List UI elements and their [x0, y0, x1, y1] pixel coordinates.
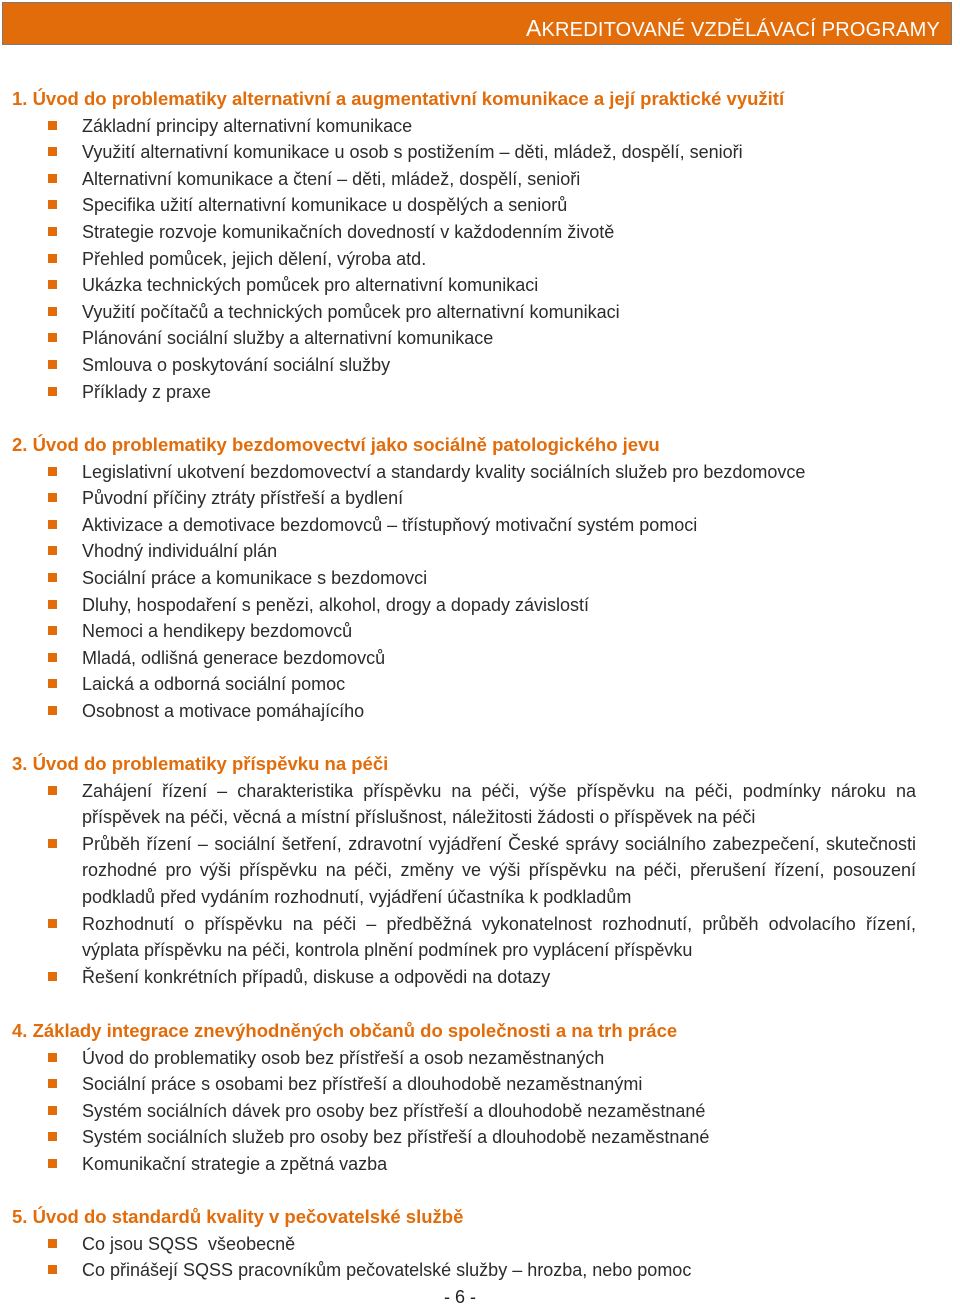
- section-2: [0, 432, 960, 725]
- list-item: [0, 485, 960, 512]
- square-bullet-icon: [48, 1079, 57, 1088]
- square-bullet-icon: [48, 360, 57, 369]
- section-title: 3. Úvod do problematiky příspěvku na péči: [12, 753, 389, 774]
- list-item: [0, 618, 960, 645]
- list-item-text: Specifika užití alternativní komunikace u dospělých a seniorů: [82, 195, 568, 216]
- list-item-text: Ukázka technických pomůcek pro alternativní komunikaci: [82, 275, 539, 296]
- section-list: [0, 459, 960, 725]
- square-bullet-icon: [48, 919, 57, 928]
- square-bullet-icon: [48, 1053, 57, 1062]
- square-bullet-icon: [48, 333, 57, 342]
- list-item: [0, 139, 960, 166]
- section-title: 2. Úvod do problematiky bezdomovectví jako sociálně patologického jevu: [12, 434, 660, 455]
- square-bullet-icon: [48, 1239, 57, 1248]
- list-item: [0, 1231, 960, 1258]
- list-item-text: Smlouva o poskytování sociální služby: [82, 354, 391, 375]
- list-item: [0, 911, 960, 964]
- square-bullet-icon: [48, 280, 57, 289]
- list-item: [0, 246, 960, 273]
- square-bullet-icon: [48, 972, 57, 981]
- square-bullet-icon: [48, 600, 57, 609]
- list-item: [0, 1045, 960, 1072]
- list-item: [0, 778, 960, 831]
- list-item: [0, 1151, 960, 1178]
- list-item: [0, 698, 960, 725]
- list-item: [0, 645, 960, 672]
- list-item-text: Plánování sociální služby a alternativní komunikace: [82, 328, 494, 349]
- list-item-text: Mladá, odlišná generace bezdomovců: [82, 647, 386, 668]
- square-bullet-icon: [48, 1132, 57, 1141]
- list-item: [0, 1098, 960, 1125]
- square-bullet-icon: [48, 121, 57, 130]
- list-item-text: Rozhodnutí o příspěvku na péči – předběžná vykonatelnost rozhodnutí, průběh odvolacího řízení, výplata příspěvku na péči, kontrola plnění podmínek pro vyplácení příspěvku: [82, 913, 916, 961]
- list-item: [0, 459, 960, 486]
- list-item: [0, 1071, 960, 1098]
- section-5: [0, 1204, 960, 1284]
- square-bullet-icon: [48, 147, 57, 156]
- list-item-text: Nemoci a hendikepy bezdomovců: [82, 621, 353, 642]
- square-bullet-icon: [48, 1265, 57, 1274]
- square-bullet-icon: [48, 653, 57, 662]
- list-item: [0, 1124, 960, 1151]
- square-bullet-icon: [48, 626, 57, 635]
- list-item-text: Vhodný individuální plán: [82, 541, 278, 562]
- list-item: [0, 1257, 960, 1284]
- list-item-text: Systém sociálních služeb pro osoby bez přístřeší a dlouhodobě nezaměstnané: [82, 1127, 710, 1148]
- list-item-text: Strategie rozvoje komunikačních dovedností v každodenním životě: [82, 221, 615, 242]
- section-title: 5. Úvod do standardů kvality v pečovatelské službě: [12, 1206, 464, 1227]
- list-item-text: Úvod do problematiky osob bez přístřeší a osob nezaměstnaných: [82, 1047, 605, 1068]
- list-item: [0, 565, 960, 592]
- section-list: [0, 1231, 960, 1284]
- section-3: [0, 751, 960, 990]
- square-bullet-icon: [48, 200, 57, 209]
- page-header: [2, 2, 952, 45]
- list-item: [0, 538, 960, 565]
- list-item: [0, 219, 960, 246]
- section-title: 1. Úvod do problematiky alternativní a augmentativní komunikace a její praktické využití: [12, 88, 785, 109]
- square-bullet-icon: [48, 520, 57, 529]
- list-item: [0, 299, 960, 326]
- section-1: [0, 86, 960, 405]
- list-item-text: Základní principy alternativní komunikace: [82, 115, 413, 136]
- square-bullet-icon: [48, 493, 57, 502]
- list-item-text: Zahájení řízení – charakteristika příspěvku na péči, výše příspěvku na péči, podmínky nároku na příspěvek na péči, věcná a místní příslušnost, náležitosti žádosti o příspěvek na péči: [82, 780, 916, 828]
- list-item: [0, 831, 960, 911]
- square-bullet-icon: [48, 839, 57, 848]
- header-title: AKREDITOVANÉ VZDĚLÁVACÍ PROGRAMY: [525, 15, 940, 41]
- list-item-text: Přehled pomůcek, jejich dělení, výroba atd.: [82, 248, 427, 269]
- square-bullet-icon: [48, 174, 57, 183]
- square-bullet-icon: [48, 467, 57, 476]
- page-number: - 6 -: [443, 1287, 476, 1307]
- list-item-text: Dluhy, hospodaření s penězi, alkohol, drogy a dopady závislostí: [82, 594, 589, 615]
- list-item-text: Co přinášejí SQSS pracovníkům pečovatelské služby – hrozba, nebo pomoc: [82, 1260, 692, 1281]
- list-item-text: Alternativní komunikace a čtení – děti, mládež, dospělí, senioři: [82, 168, 581, 189]
- square-bullet-icon: [48, 1159, 57, 1168]
- list-item-text: Legislativní ukotvení bezdomovectví a standardy kvality sociálních služeb pro bezdomovce: [82, 461, 806, 482]
- list-item-text: Aktivizace a demotivace bezdomovců – třístupňový motivační systém pomoci: [82, 514, 698, 535]
- section-list: [0, 1045, 960, 1178]
- list-item-text: Využití alternativní komunikace u osob s postižením – děti, mládež, dospělí, senioři: [82, 142, 743, 163]
- list-item: [0, 671, 960, 698]
- list-item: [0, 352, 960, 379]
- list-item: [0, 166, 960, 193]
- square-bullet-icon: [48, 706, 57, 715]
- list-item: [0, 113, 960, 140]
- list-item-text: Sociální práce a komunikace s bezdomovci: [82, 567, 428, 588]
- list-item: [0, 379, 960, 406]
- square-bullet-icon: [48, 307, 57, 316]
- square-bullet-icon: [48, 573, 57, 582]
- square-bullet-icon: [48, 227, 57, 236]
- list-item: [0, 964, 960, 991]
- square-bullet-icon: [48, 254, 57, 263]
- list-item-text: Systém sociálních dávek pro osoby bez přístřeší a dlouhodobě nezaměstnané: [82, 1100, 706, 1121]
- list-item: [0, 272, 960, 299]
- list-item-text: Průběh řízení – sociální šetření, zdravotní vyjádření České správy sociálního zabezpečení, skutečnosti rozhodné pro výši příspěvku na péči, změny ve výši příspěvku na péči, přerušení řízení, posouzení podkladů před vydáním rozhodnutí, vyjádření účastníka k podkladům: [82, 833, 916, 907]
- square-bullet-icon: [48, 786, 57, 795]
- list-item: [0, 512, 960, 539]
- list-item-text: Původní příčiny ztráty přístřeší a bydlení: [82, 488, 404, 509]
- list-item: [0, 192, 960, 219]
- list-item-text: Příklady z praxe: [82, 381, 212, 402]
- square-bullet-icon: [48, 387, 57, 396]
- square-bullet-icon: [48, 546, 57, 555]
- list-item-text: Sociální práce s osobami bez přístřeší a dlouhodobě nezaměstnanými: [82, 1074, 643, 1095]
- square-bullet-icon: [48, 1106, 57, 1115]
- list-item-text: Co jsou SQSS všeobecně: [82, 1233, 296, 1254]
- list-item-text: Řešení konkrétních případů, diskuse a odpovědi na dotazy: [82, 966, 551, 987]
- square-bullet-icon: [48, 679, 57, 688]
- section-4: [0, 1018, 960, 1178]
- list-item-text: Laická a odborná sociální pomoc: [82, 674, 346, 695]
- list-item-text: Komunikační strategie a zpětná vazba: [82, 1153, 388, 1174]
- list-item: [0, 592, 960, 619]
- section-list: [0, 113, 960, 406]
- list-item: [0, 325, 960, 352]
- section-title: 4. Základy integrace znevýhodněných občanů do společnosti a na trh práce: [12, 1020, 678, 1041]
- list-item-text: Osobnost a motivace pomáhajícího: [82, 700, 365, 721]
- list-item-text: Využití počítačů a technických pomůcek pro alternativní komunikaci: [82, 301, 620, 322]
- section-list: [0, 778, 960, 991]
